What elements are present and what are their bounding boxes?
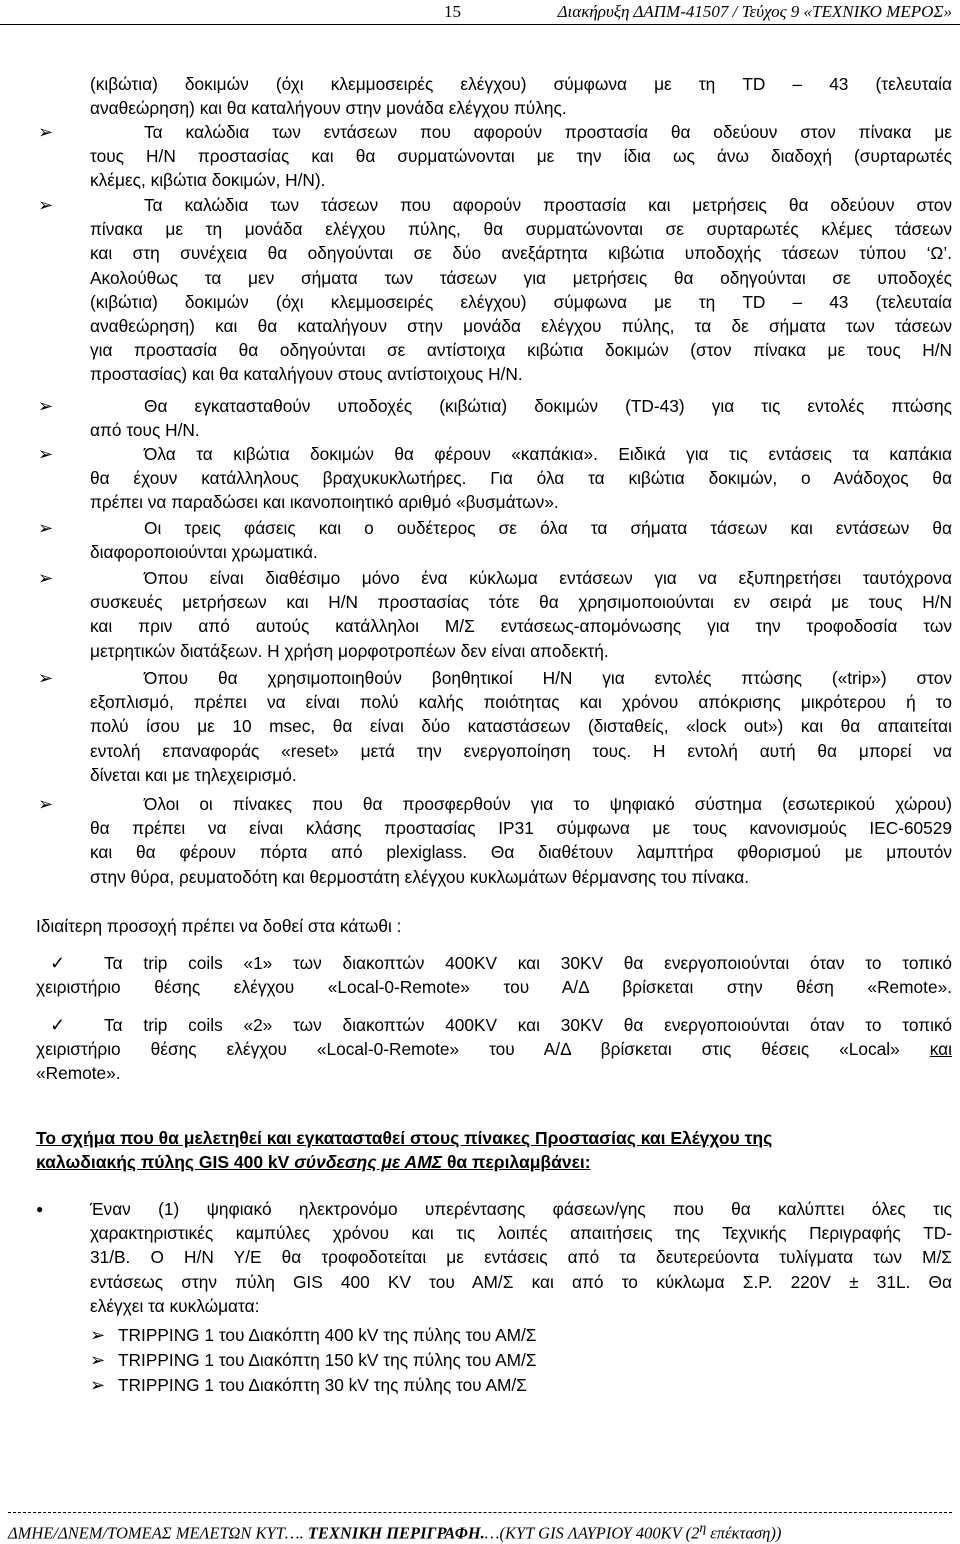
text-line: για προστασία θα οδηγούνται σε αντίστοιχα κιβώτια δοκιμών (στον πίνακα με τους Η/Ν	[90, 340, 952, 361]
arrow-bullet-icon: ➢	[38, 444, 54, 464]
dot-bullet-paragraph	[90, 1197, 952, 1318]
footer-superscript: η	[699, 1520, 707, 1535]
text-line: (κιβώτια) δοκιμών (όχι κλεμμοσειρές ελέγχου) σύμφωνα με τη TD – 43 (τελευταία	[90, 291, 952, 312]
footer-project-end: επέκταση))	[706, 1523, 782, 1543]
heading-line: Το σχήμα που θα μελετηθεί και εγκατασταθεί στους πίνακες Προστασίας και Ελέγχου της	[36, 1128, 773, 1148]
text-line: κλέμες, κιβώτια δοκιμών, Η/Ν).	[90, 170, 326, 191]
text-line: διαφοροποιούνται χρωματικά.	[90, 542, 318, 563]
heading-line	[36, 1150, 772, 1174]
text-line: εξοπλισμό, πρέπει να είναι πολύ καλής ποιότητας και χρόνου απόκρισης μικρότερου ή το	[90, 692, 952, 713]
text-line: στην θύρα, ρευματοδότη και θερμοστάτη ελέγχου κυκλωμάτων θέρμανσης του πίνακα.	[90, 866, 750, 887]
arrow-bullet-icon: ➢	[38, 396, 54, 416]
text-line: Τα trip coils «2» των διακοπτών 400KV και 30KV θα ενεργοποιούνται όταν το τοπικό	[104, 1015, 952, 1035]
text-line: αναθεώρηση) και θα καταλήγουν στην μονάδα ελέγχου πύλης, τα δε σήματα των τάσεων	[90, 316, 952, 337]
bullet-paragraph	[90, 193, 952, 387]
text-line: 31/B. Ο Η/Ν Υ/Ε θα τροφοδοτείται με εντάσεις από τα δευτερεύοντα τυλίγματα των Μ/Σ	[90, 1247, 952, 1268]
heading-text: καλωδιακής πύλης GIS 400 kV	[36, 1152, 295, 1172]
arrow-bullet-icon: ➢	[90, 1350, 106, 1370]
page-number: 15	[444, 2, 461, 21]
check-paragraph	[36, 1013, 952, 1086]
bullet-paragraph	[90, 792, 952, 889]
text-span: χειριστήριο θέσης ελέγχου «Local-0-Remote» του Α/Δ βρίσκεται στις θέσεις «Local»	[36, 1039, 900, 1060]
footer-org: ΔΜΗΕ/ΔΝΕΜ/ΤΟΜΕΑΣ ΜΕΛΕΤΩΝ ΚΥΤ….	[8, 1523, 308, 1543]
text-line: τους Η/Ν προστασίας και θα συρματώνονται με την ίδια ως άνω διαδοχή (συρταρωτές	[90, 146, 952, 167]
text-line: πίνακα με τη μονάδα ελέγχου πύλης, θα συρματώνονται σε συρταρωτές κλέμες τάσεων	[90, 219, 952, 240]
text-line: «Remote».	[36, 1063, 121, 1084]
sub-list-item: TRIPPING 1 του Διακόπτη 150 kV της πύλης του ΑΜ/Σ	[118, 1350, 537, 1370]
sub-list-item: TRIPPING 1 του Διακόπτη 400 kV της πύλης του ΑΜ/Σ	[118, 1325, 537, 1345]
attention-line: Ιδιαίτερη προσοχή πρέπει να δοθεί στα κάτωθι :	[36, 916, 402, 936]
text-line: θα πρέπει να είναι κλάσης προστασίας IP31 σύμφωνα με τους κανονισμούς IEC-60529	[90, 818, 952, 839]
text-line: και στη συνέχεια θα οδηγούνται σε δύο ανεξάρτητα κιβώτια υποδοχής τάσεων τύπου ‘Ω’.	[90, 243, 952, 264]
text-line: Τα καλώδια των τάσεων που αφορούν προστασία και μετρήσεις θα οδεύουν στον	[144, 195, 952, 215]
text-line: Τα καλώδια των εντάσεων που αφορούν προστασία θα οδεύουν στον πίνακα με	[144, 122, 952, 142]
text-line	[36, 1037, 952, 1061]
arrow-bullet-icon: ➢	[38, 518, 54, 538]
text-line: πολύ ίσου με 10 msec, θα είναι δύο καταστάσεων (δισταθείς, «lock out») και θα απαιτείται	[90, 716, 952, 737]
text-line: εντάσεως στην πύλη GIS 400 KV του ΑΜ/Σ και από το κύκλωμα Σ.Ρ. 220V ± 31L. Θα	[90, 1271, 952, 1292]
heading-text: θα περιλαμβάνει:	[442, 1152, 591, 1172]
text-line: δίνεται και με τηλεχειρισμό.	[90, 764, 297, 785]
arrow-bullet-icon: ➢	[38, 794, 54, 814]
text-line: και πριν από αυτούς κατάλληλοι Μ/Σ εντάσεως-απομόνωσης για την τροφοδοσία των	[90, 616, 952, 637]
heading-italic-text: σύνδεσης με ΑΜΣ	[294, 1152, 443, 1172]
text-line: από τους Η/Ν.	[90, 420, 200, 441]
text-line: πρέπει να παραδώσει και ικανοποιητικό αριθμό «βυσμάτων».	[90, 492, 559, 513]
sub-list-item: TRIPPING 1 του Διακόπτη 30 kV της πύλης του ΑΜ/Σ	[118, 1375, 527, 1395]
arrow-bullet-icon: ➢	[38, 668, 54, 688]
dot-bullet-icon: ●	[36, 1202, 44, 1216]
footer-project: …(ΚΥΤ GIS ΛΑΥΡΙΟΥ 400KV (2	[484, 1523, 700, 1543]
underlined-text: και	[929, 1039, 952, 1060]
text-line: προστασίας) και θα καταλήγουν στους αντίστοιχους Η/Ν.	[90, 364, 523, 385]
bullet-paragraph	[90, 394, 952, 442]
bullet-paragraph	[90, 442, 952, 515]
text-line: μετρητικών διατάξεων. Η χρήση μορφοτροπέων δεν είναι αποδεκτή.	[90, 640, 609, 661]
text-line: Όπου είναι διαθέσιμο μόνο ένα κύκλωμα εντάσεων για να εξυπηρετήσει ταυτόχρονα	[144, 568, 952, 588]
section-heading	[36, 1126, 772, 1174]
document-title: Διακήρυξη ΔΑΠΜ-41507 / Τεύχος 9 «ΤΕΧΝΙΚΟ ΜΕΡΟΣ»	[557, 2, 952, 21]
page-footer	[8, 1520, 781, 1544]
check-paragraph	[36, 951, 952, 999]
text-line: θα έχουν κατάλληλους βραχυκυκλωτήρες. Για όλα τα κιβώτια δοκιμών, ο Ανάδοχος θα	[90, 468, 952, 489]
checkmark-icon: ✓	[50, 953, 66, 973]
arrow-bullet-icon: ➢	[90, 1375, 106, 1395]
text-line: εντολή επαναφοράς «reset» μετά την ενεργοποίηση τους. Η εντολή αυτή θα μπορεί να	[90, 740, 952, 761]
text-line: Όπου θα χρησιμοποιηθούν βοηθητικοί Η/Ν για εντολές πτώσης («trip») στον	[144, 668, 952, 688]
text-line: ελέγχει τα κυκλώματα:	[90, 1295, 260, 1316]
arrow-bullet-icon: ➢	[38, 195, 54, 215]
text-line: χειριστήριο θέσης ελέγχου «Local-0-Remote» του Α/Δ βρίσκεται στην θέση «Remote».	[36, 977, 952, 998]
text-line: Όλα τα κιβώτια δοκιμών θα φέρουν «καπάκια». Ειδικά για τις εντάσεις τα καπάκια	[144, 444, 952, 464]
checkmark-icon: ✓	[50, 1015, 66, 1035]
text-line: Έναν (1) ψηφιακό ηλεκτρονόμο υπερέντασης φάσεων/γης που θα καλύπτει όλες τις	[90, 1199, 952, 1219]
continuation-paragraph	[90, 72, 952, 120]
text-line: και θα φέρουν πόρτα από plexiglass. Θα διαθέτουν λαμπτήρα φθορισμού με μπουτόν	[90, 842, 952, 863]
bullet-paragraph	[90, 516, 952, 564]
text-line: Τα trip coils «1» των διακοπτών 400KV και 30KV θα ενεργοποιούνται όταν το τοπικό	[104, 953, 952, 973]
text-line: αναθεώρηση) και θα καταλήγουν στην μονάδα ελέγχου πύλης.	[90, 98, 567, 119]
text-line: Οι τρεις φάσεις και ο ουδέτερος σε όλα τα σήματα τάσεων και εντάσεων θα	[144, 518, 952, 538]
footer-divider	[8, 1512, 952, 1513]
text-line: (κιβώτια) δοκιμών (όχι κλεμμοσειρές ελέγχου) σύμφωνα με τη TD – 43 (τελευταία	[90, 74, 952, 94]
footer-doc-type: ΤΕΧΝΙΚΗ ΠΕΡΙΓΡΑΦΗ.	[307, 1523, 485, 1543]
arrow-bullet-icon: ➢	[38, 122, 54, 142]
text-line: Όλοι οι πίνακες που θα προσφερθούν για το ψηφιακό σύστημα (εσωτερικού χώρου)	[144, 794, 952, 814]
page-header	[0, 0, 960, 25]
bullet-paragraph	[90, 666, 952, 787]
text-line: συσκευές μετρήσεων και Η/Ν προστασίας τότε θα χρησιμοποιούνται εν σειρά με τους Η/Ν	[90, 592, 952, 613]
arrow-bullet-icon: ➢	[38, 568, 54, 588]
text-line: Θα εγκατασταθούν υποδοχές (κιβώτια) δοκιμών (TD-43) για τις εντολές πτώσης	[144, 396, 952, 416]
bullet-paragraph	[90, 120, 952, 193]
arrow-bullet-icon: ➢	[90, 1325, 106, 1345]
text-line: χαρακτηριστικές καμπύλες χρόνου και τις λοιπές απαιτήσεις της Τεχνικής Περιγραφής TD-	[90, 1223, 952, 1244]
text-line: Ακολούθως τα μεν σήματα των τάσεων για μετρήσεις θα οδηγούνται σε υποδοχές	[90, 267, 952, 288]
bullet-paragraph	[90, 566, 952, 663]
